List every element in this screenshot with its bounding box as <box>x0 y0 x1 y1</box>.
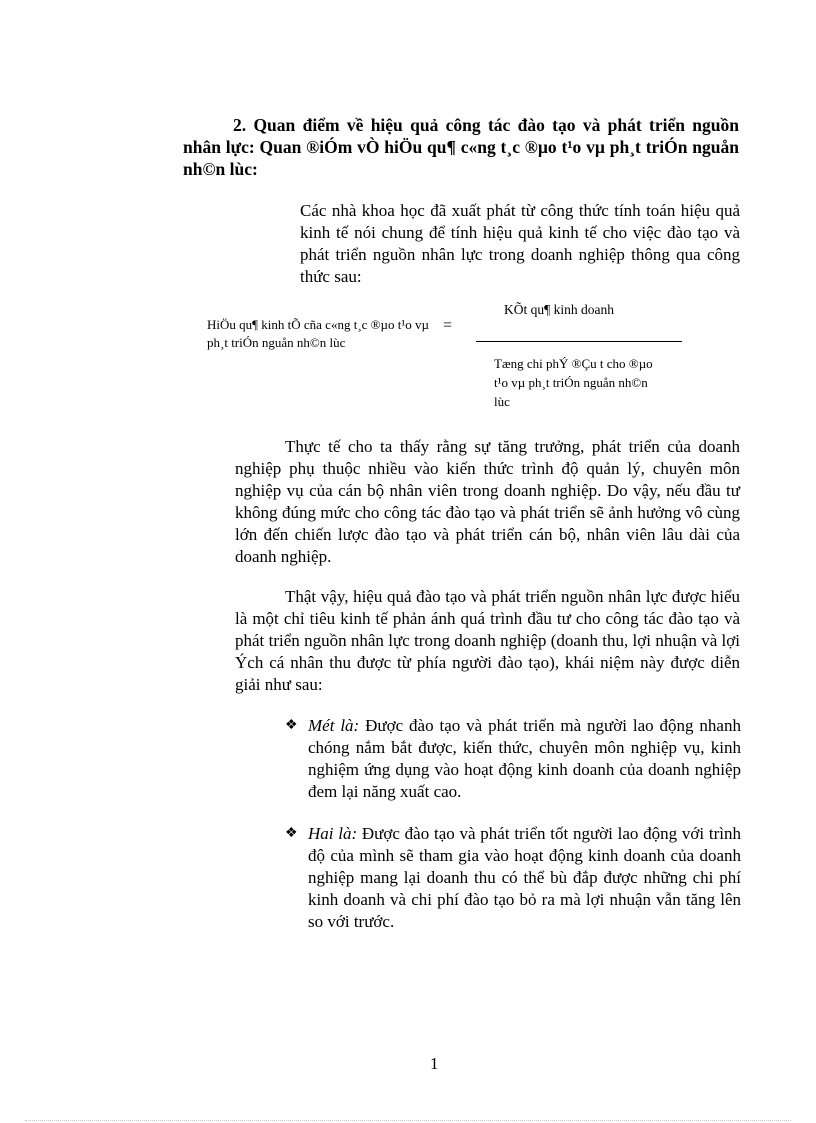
body-paragraph: Thực tế cho ta thấy rằng sự tăng trưởng, phát triển của doanh nghiệp phụ thuộc nhiều vào kiến thức trình độ quản lý, chuyên môn nghiệp vụ của cán bộ nhân viên trong doanh nghiệp. Do vậy, nếu đầu tư không đúng mức cho công tác đào tạo và phát triển sẽ ảnh hưởng vô cùng lớn đến chiến lược đào tạo và phát triển cán bộ, nhân viên lâu dài của doanh nghiệp. <box>235 437 740 566</box>
bullet-body: Được đào tạo và phát triển mà người lao động nhanh chóng nắm bắt được, kiến thức, chuyên môn nghiệp vụ, kinh nghiệm ứng dụng vào hoạt động kinh doanh của doanh nghiệp đem lại năng xuất cao. <box>308 716 741 801</box>
bullet-lead: Hai là: <box>308 824 358 843</box>
formula-numerator: KÕt qu¶ kinh doanh <box>504 302 614 317</box>
intro-paragraph: Các nhà khoa học đã xuất phát từ công thức tính toán hiệu quả kinh tế nói chung để tính hiệu quả kinh tế cho việc đào tạo và phát triển nguồn nhân lực trong doanh nghiệp thông qua công thức sau: <box>300 201 740 286</box>
bullet-text <box>308 715 741 803</box>
formula-fraction-line <box>476 341 682 342</box>
page-bottom-divider <box>25 1120 791 1121</box>
bullet-lead: Mét là: <box>308 716 360 735</box>
bullet-item <box>285 823 741 933</box>
page-number: 1 <box>430 1054 439 1073</box>
formula-equals-sign: = <box>443 317 453 334</box>
diamond-bullet-icon: ❖ <box>285 826 298 841</box>
bullet-text <box>308 823 741 933</box>
bullet-body: Được đào tạo và phát triển tốt người lao động với trình độ của mình sẽ tham gia vào hoạt động kinh doanh của doanh nghiệp mang lại doanh thu có thể bù đắp được những chi phí kinh doanh và chi phí đào tạo bỏ ra mà lợi nhuận vẫn tăng lên so với trước. <box>308 824 741 931</box>
section-heading: 2. Quan điểm về hiệu quả công tác đào tạo và phát triển nguồn nhân lực: Quan ®iÓm vÒ hiÖu qu¶ c«ng t¸c ®µo t¹o vµ ph¸t triÓn nguån nh©n lùc: <box>183 115 739 179</box>
diamond-bullet-icon: ❖ <box>285 718 298 733</box>
body-paragraph: Thật vậy, hiệu quả đào tạo và phát triển nguồn nhân lực được hiểu là một chỉ tiêu kinh tế phản ánh quá trình đầu tư cho công tác đào tạo và phát triển nguồn nhân lực trong doanh nghiệp (doanh thu, lợi nhuận và lợi Ých cá nhân thu được từ phía người đào tạo), khái niệm này được diễn giải như sau: <box>235 587 740 694</box>
formula-left-side: HiÖu qu¶ kinh tÕ cña c«ng t¸c ®µo t¹o vµ ph¸t triÓn nguån nh©n lùc <box>207 317 430 350</box>
bullet-item <box>285 715 741 803</box>
formula-denominator: Tæng chi phÝ ®Çu t cho ®µo t¹o vµ ph¸t triÓn nguån nh©n lùc <box>494 356 653 409</box>
